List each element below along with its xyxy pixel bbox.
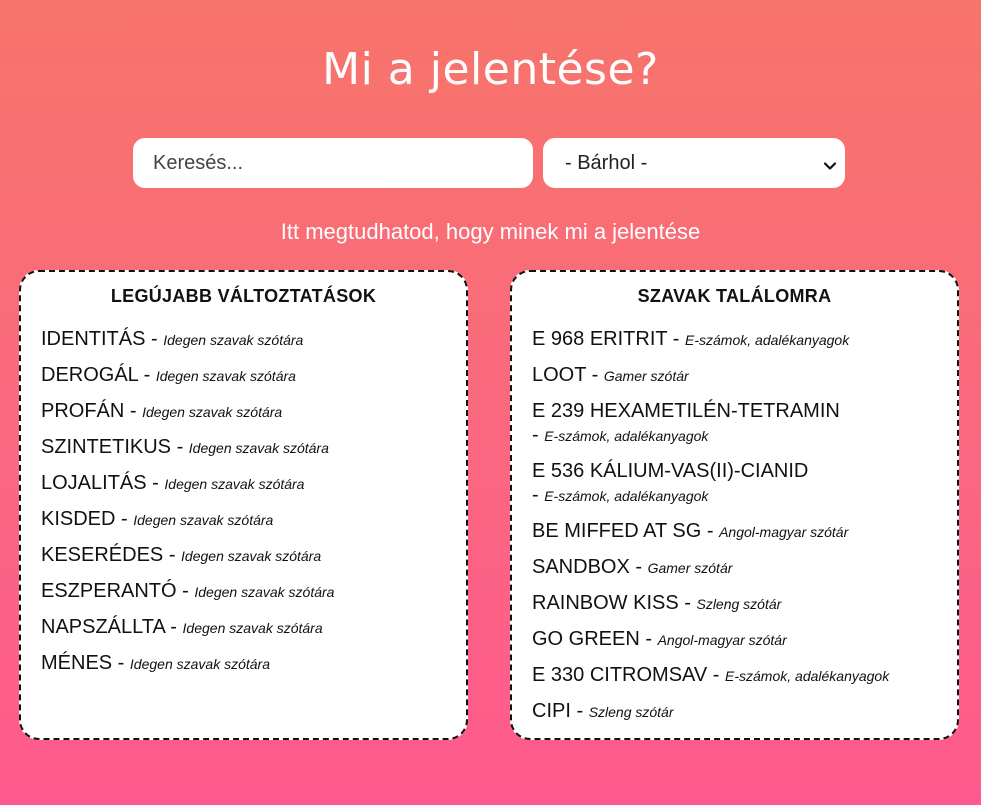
list-item (41, 651, 446, 676)
list-item (41, 363, 446, 388)
latest-changes-list (41, 327, 446, 676)
word-link[interactable]: GO GREEN (532, 628, 640, 650)
dictionary-link[interactable]: Szleng szótár (696, 596, 782, 612)
word-link[interactable]: IDENTITÁS (41, 328, 146, 350)
random-words-panel (510, 270, 959, 740)
word-link[interactable]: KESERÉDES (41, 544, 164, 566)
dictionary-link[interactable]: Idegen szavak szótára (181, 548, 322, 564)
dictionary-link[interactable]: Gamer szótár (603, 368, 689, 384)
random-words-list (532, 327, 937, 724)
dictionary-link[interactable]: Idegen szavak szótára (142, 404, 283, 420)
dictionary-link[interactable]: Idegen szavak szótára (163, 332, 304, 348)
dictionary-link[interactable]: Gamer szótár (647, 560, 733, 576)
scope-select-value: - Bárhol - (565, 151, 648, 174)
word-link[interactable]: KISDED (41, 508, 116, 530)
list-item (532, 363, 937, 388)
word-link[interactable]: MÉNES (41, 652, 113, 674)
list-item (41, 471, 446, 496)
word-link[interactable]: ESZPERANTÓ (41, 580, 177, 602)
separator: - (176, 580, 195, 602)
word-link[interactable]: SZINTETIKUS (41, 436, 172, 458)
word-link[interactable]: DEROGÁL (41, 364, 139, 386)
word-link[interactable]: NAPSZÁLLTA (41, 616, 165, 638)
chevron-down-icon (823, 156, 837, 170)
separator: - (138, 364, 156, 386)
list-item (41, 327, 446, 352)
word-link[interactable]: E 239 HEXAMETILÉN-TETRAMIN (532, 400, 840, 422)
dictionary-link[interactable]: Idegen szavak szótára (129, 656, 270, 672)
word-link[interactable]: E 536 KÁLIUM-VAS(II)-CIANID (532, 460, 809, 482)
separator: - (171, 436, 189, 458)
separator: - (124, 400, 143, 422)
list-item (532, 591, 937, 616)
latest-changes-title: LEGÚJABB VÁLTOZTATÁSOK (110, 286, 377, 306)
dictionary-link[interactable]: E-számok, adalékanyagok (544, 428, 709, 444)
dictionary-link[interactable]: Idegen szavak szótára (133, 512, 274, 528)
dictionary-link[interactable]: E-számok, adalékanyagok (725, 668, 890, 684)
list-item (41, 399, 446, 424)
list-item (532, 555, 937, 580)
list-item (532, 699, 937, 724)
separator: - (145, 328, 164, 350)
word-link[interactable]: SANDBOX (532, 556, 630, 578)
separator: - (163, 544, 182, 566)
separator: - (115, 508, 134, 530)
page-subtitle: Itt megtudhatod, hogy minek mi a jelentése (280, 219, 701, 244)
list-item (532, 663, 937, 688)
separator: - (146, 472, 165, 494)
word-link[interactable]: E 330 CITROMSAV (532, 664, 708, 686)
dictionary-link[interactable]: Szleng szótár (588, 704, 674, 720)
separator: - (667, 328, 686, 350)
separator: - (532, 484, 545, 506)
list-item (41, 507, 446, 532)
separator: - (707, 664, 726, 686)
dictionary-link[interactable]: E-számok, adalékanyagok (544, 488, 709, 504)
separator: - (701, 520, 720, 542)
dictionary-link[interactable]: Angol-magyar szótár (719, 524, 849, 540)
list-item (41, 543, 446, 568)
search-input[interactable] (133, 138, 533, 188)
latest-changes-panel (19, 270, 468, 740)
word-link[interactable]: CIPI (532, 700, 571, 722)
list-item (532, 459, 937, 508)
separator: - (164, 616, 183, 638)
dictionary-link[interactable]: Idegen szavak szótára (155, 368, 296, 384)
dictionary-link[interactable]: Angol-magyar szótár (657, 632, 787, 648)
list-item (41, 579, 446, 604)
list-item (532, 399, 937, 448)
dictionary-link[interactable]: Idegen szavak szótára (182, 620, 323, 636)
word-link[interactable]: LOJALITÁS (41, 472, 147, 494)
separator: - (629, 556, 648, 578)
word-link[interactable]: E 968 ERITRIT (532, 328, 668, 350)
dictionary-link[interactable]: Idegen szavak szótára (164, 476, 305, 492)
word-link[interactable]: LOOT (532, 364, 587, 386)
separator: - (586, 364, 604, 386)
list-item (532, 327, 937, 352)
separator: - (532, 424, 545, 446)
list-item (532, 627, 937, 652)
dictionary-link[interactable]: Idegen szavak szótára (194, 584, 335, 600)
separator: - (678, 592, 697, 614)
entry-second-line (532, 483, 937, 508)
entry-second-line (532, 423, 937, 448)
separator: - (570, 700, 589, 722)
page-title: Mi a jelentése? (322, 44, 659, 95)
separator: - (112, 652, 130, 674)
word-link[interactable]: RAINBOW KISS (532, 592, 679, 614)
dictionary-link[interactable]: E-számok, adalékanyagok (685, 332, 850, 348)
scope-select[interactable] (543, 138, 845, 188)
random-words-title: SZAVAK TALÁLOMRA (637, 286, 832, 306)
separator: - (639, 628, 658, 650)
word-link[interactable]: BE MIFFED AT SG (532, 520, 702, 542)
list-item (41, 435, 446, 460)
list-item (532, 519, 937, 544)
word-link[interactable]: PROFÁN (41, 400, 125, 422)
list-item (41, 615, 446, 640)
dictionary-link[interactable]: Idegen szavak szótára (188, 440, 329, 456)
